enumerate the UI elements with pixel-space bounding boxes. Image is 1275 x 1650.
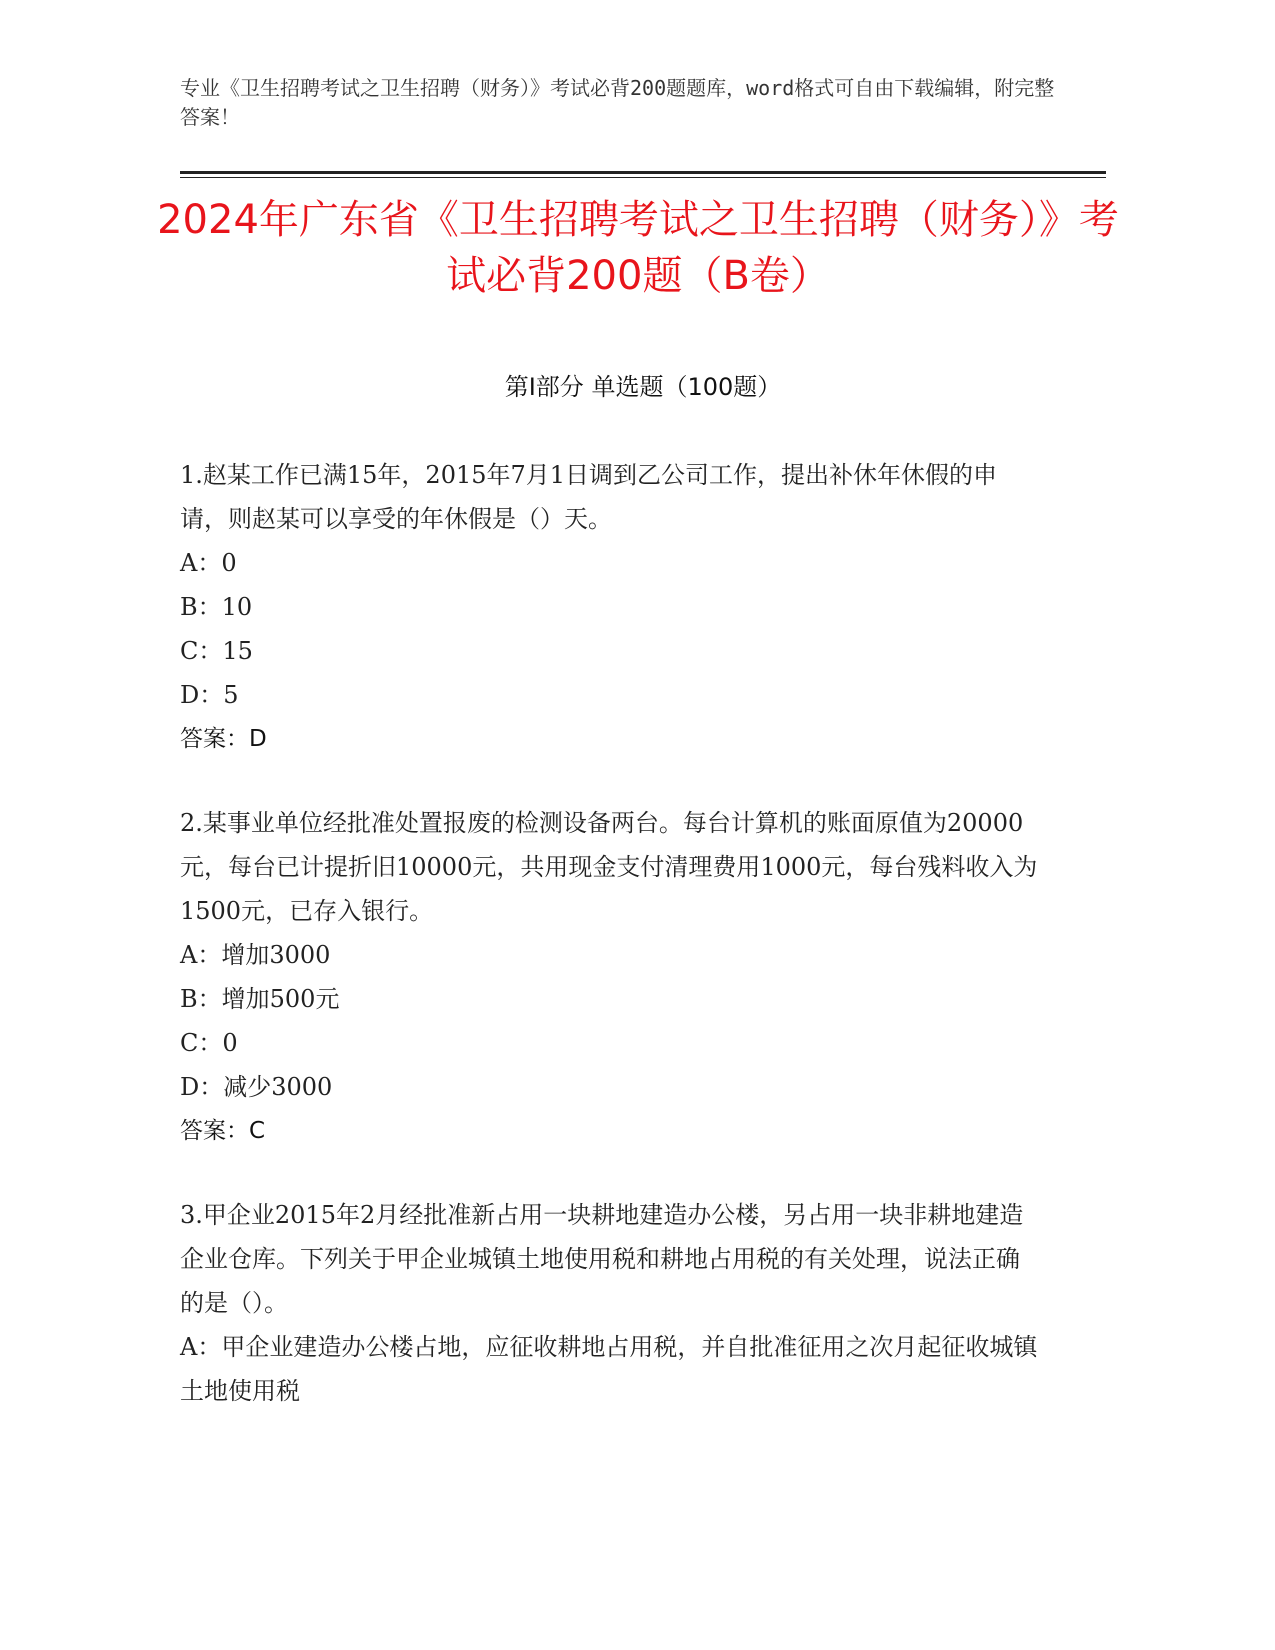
option-c: C：0 xyxy=(180,1029,238,1057)
answer: 答案：D xyxy=(180,726,267,752)
option-a: A：增加3000 xyxy=(180,941,331,969)
section-title: 第I部分 单选题（100题） xyxy=(504,373,782,401)
header-divider-thick xyxy=(180,171,1106,174)
question-stem: 3.甲企业2015年2月经批准新占用一块耕地建造办公楼，另占用一块非耕地建造企业仓库。下列关于甲企业城镇土地使用税和耕地占用税的有关处理，说法正确的是（）。 xyxy=(180,1201,1024,1317)
option-a: A：0 xyxy=(180,549,237,577)
header-note: 专业《卫生招聘考试之卫生招聘（财务）》考试必背200题题库，word格式可自由下载编辑，附完整答案！ xyxy=(180,76,1055,129)
header-divider-thin xyxy=(180,177,1106,178)
option-d: D：减少3000 xyxy=(180,1073,333,1101)
option-b: B：增加500元 xyxy=(180,985,340,1013)
question-1 xyxy=(180,453,1040,761)
question-stem: 1.赵某工作已满15年，2015年7月1日调到乙公司工作，提出补休年休假的申请，则赵某可以享受的年休假是（）天。 xyxy=(180,461,998,533)
option-b: B：10 xyxy=(180,593,253,621)
option-a: A：甲企业建造办公楼占地，应征收耕地占用税，并自批准征用之次月起征收城镇土地使用税 xyxy=(180,1333,1038,1405)
question-3 xyxy=(180,1193,1040,1413)
option-d: D：5 xyxy=(180,681,239,709)
question-2 xyxy=(180,801,1040,1153)
option-c: C：15 xyxy=(180,637,253,665)
answer: 答案：C xyxy=(180,1118,266,1144)
document-title: 2024年广东省《卫生招聘考试之卫生招聘（财务）》考试必背200题（B卷） xyxy=(157,197,1119,299)
question-stem: 2.某事业单位经批准处置报废的检测设备两台。每台计算机的账面原值为20000元，每台已计提折旧10000元，共用现金支付清理费用1000元，每台残料收入为1500元，已存入银行。 xyxy=(180,809,1038,925)
